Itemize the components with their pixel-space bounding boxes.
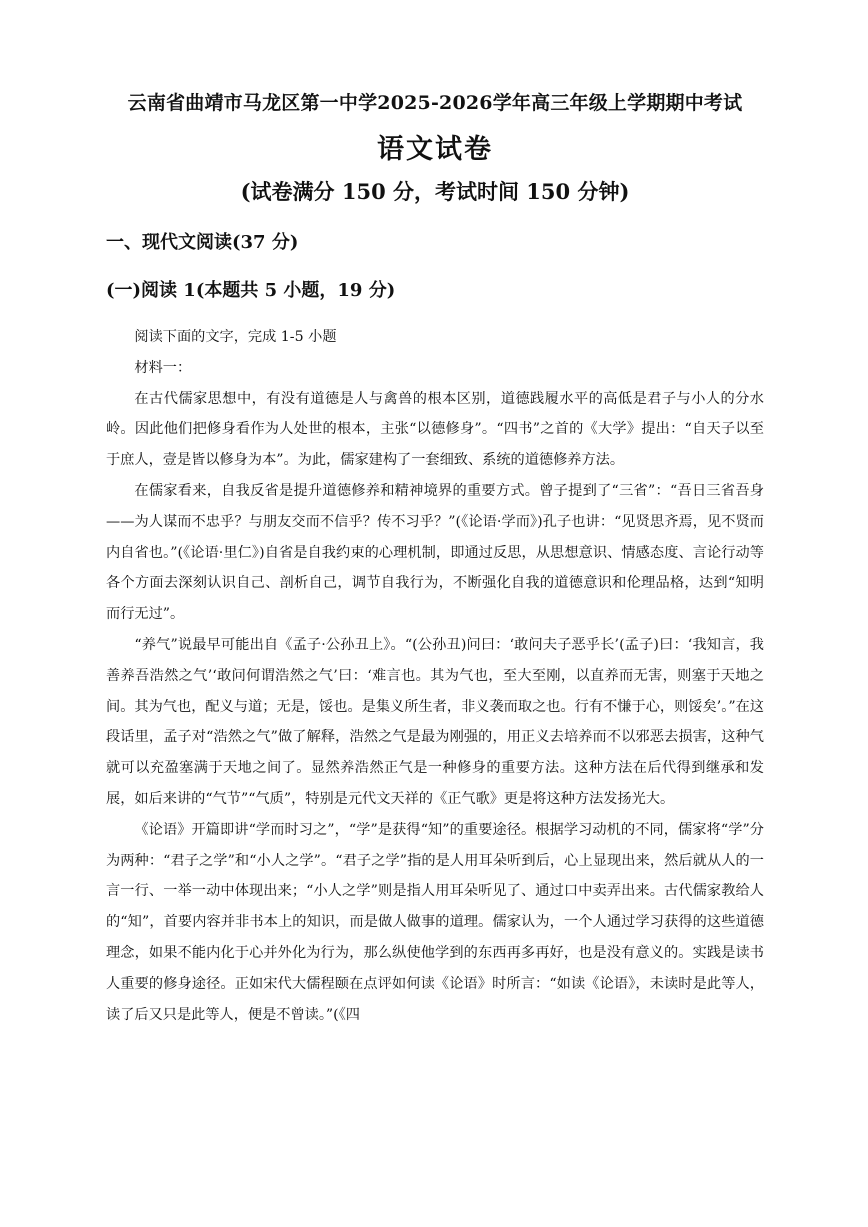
body-paragraph: “养气”说最早可能出自《孟子·公孙丑上》。“(公孙丑)问曰：‘敢问夫子恶乎长’(孟子)曰：‘我知言，我善养吾浩然之气’‘敢问何谓浩然之气’曰：‘难言也。其为气也，至大至刚，以直养而无害，则塞于天地之间。其为气也，配义与道；无是，馁也。是集义所生者，非义袭而取之也。行有不慊于心，则馁矣’。”在这段话里，孟子对“浩然之气”做了解释，浩然之气是最为刚强的，用正义去培养而不以邪恶去损害，这种气就可以充盈塞满于天地之间了。显然养浩然正气是一种修身的重要方法。这种方法在后代得到继承和发展，如后来讲的“气节”“气质”，特别是元代文天祥的《正气歌》更是将这种方法发扬光大。	[106, 636, 764, 807]
material-label: 材料一：	[134, 359, 192, 376]
body-paragraph: 在儒家看来，自我反省是提升道德修养和精神境界的重要方式。曾子提到了“三省”：“吾日三省吾身——为人谋而不忠乎？与朋友交而不信乎？传不习乎？”(《论语·学而》)孔子也讲：“见贤思齐焉，见不贤而内自省也。”(《论语·里仁》)自省是自我约束的心理机制，即通过反思，从思想意识、情感态度、言论行动等各个方面去深刻认识自己、剖析自己，调节自我行为，不断强化自我的道德意识和伦理品格，达到“知明而行无过”。	[106, 482, 764, 623]
school-exam-title: 云南省曲靖市马龙区第一中学2025-2026学年高三年级上学期期中考试	[127, 92, 743, 114]
section-title: 一、现代文阅读(37 分)	[106, 232, 299, 253]
exam-title: 语文试卷	[377, 134, 493, 165]
reading-instruction: 阅读下面的文字，完成 1-5 小题	[134, 329, 337, 345]
body-paragraph: 在古代儒家思想中，有没有道德是人与禽兽的根本区别，道德践履水平的高低是君子与小人的分水岭。因此他们把修身看作为人处世的根本，主张“以德修身”。“四书”之首的《大学》提出：“自天子以至于庶人，壹是皆以修身为本”。为此，儒家建构了一套细致、系统的道德修养方法。	[106, 390, 764, 469]
exam-score-time-note: (试卷满分 150 分，考试时间 150 分钟)	[240, 179, 630, 204]
body-paragraph: 《论语》开篇即讲“学而时习之”，“学”是获得“知”的重要途径。根据学习动机的不同，儒家将“学”分为两种：“君子之学”和“小人之学”。“君子之学”指的是人用耳朵听到后，心上显现出来，然后就从人的一言一行、一举一动中体现出来；“小人之学”则是指人用耳朵听见了、通过口中卖弄出来。古代儒家教给人的“知”，首要内容并非书本上的知识，而是做人做事的道理。儒家认为，一个人通过学习获得的这些道德理念，如果不能内化于心并外化为行为，那么纵使他学到的东西再多再好，也是没有意义的。实践是读书人重要的修身途径。正如宋代大儒程颐在点评如何读《论语》时所言：“如读《论语》，未读时是此等人，读了后又只是此等人，便是不曾读。”(《四	[106, 821, 764, 1023]
subsection-title: (一)阅读 1(本题共 5 小题，19 分)	[106, 280, 396, 301]
